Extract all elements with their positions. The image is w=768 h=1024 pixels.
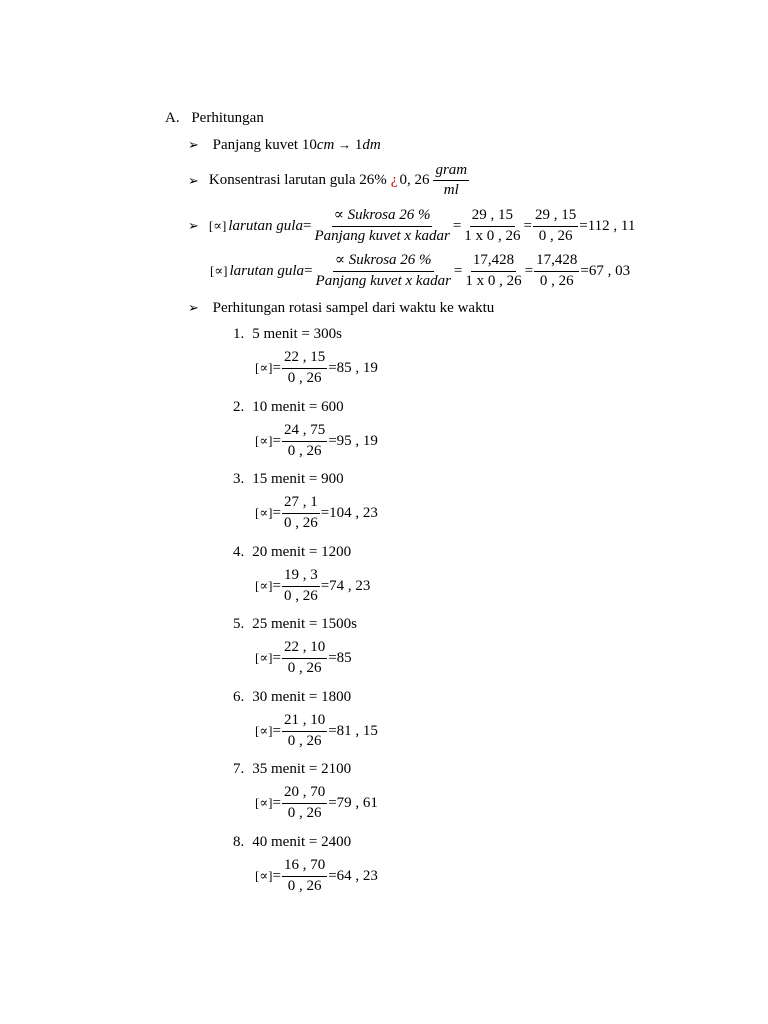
eq-equals: =	[272, 794, 281, 811]
eq-equals: =	[272, 722, 281, 739]
eq-denominator: 0 , 26	[287, 659, 322, 676]
list-item-equation	[255, 348, 378, 388]
eq-bracket: [∝]	[255, 795, 273, 810]
eq-bracket: [∝]	[255, 360, 273, 375]
eq-numerator: 21 , 10	[282, 712, 327, 731]
konsentrasi-unit-fraction	[433, 162, 469, 200]
list-item	[233, 689, 351, 706]
bullet-arrow-icon: ➢	[188, 137, 199, 152]
list-item-label: 10 menit = 600	[252, 399, 344, 415]
eq1-equals: =	[302, 217, 312, 234]
konsentrasi-mark: ¿	[390, 172, 398, 189]
panjang-v2: 1	[354, 137, 363, 153]
eq-fraction	[282, 712, 327, 750]
list-item	[233, 326, 342, 343]
eq2-fraction-3	[534, 252, 579, 290]
eq1-fraction-2	[462, 207, 522, 245]
list-item	[233, 761, 351, 778]
list-item	[233, 834, 351, 851]
bullet-equation-1	[188, 206, 635, 246]
eq-denominator: 0 , 26	[287, 877, 322, 894]
eq-fraction	[282, 567, 320, 605]
list-item-equation	[255, 493, 378, 533]
unit-denominator: ml	[443, 182, 459, 199]
eq2-fraction-1	[314, 252, 453, 290]
eq-equals: =	[320, 577, 330, 594]
bullet-arrow-icon: ➢	[188, 300, 199, 315]
eq1-f2-den: 1 x 0 , 26	[464, 227, 521, 244]
eq-equals: =	[328, 867, 337, 884]
eq-result: 64 , 23	[336, 867, 378, 884]
eq-result: 74 , 23	[329, 577, 371, 594]
bullet-rotasi	[188, 300, 494, 317]
list-item-equation	[255, 566, 370, 606]
eq-result: 85 , 19	[336, 359, 378, 376]
eq1-f3-den: 0 , 26	[538, 227, 573, 244]
eq2-equals: =	[304, 262, 313, 279]
eq-fraction	[282, 349, 327, 387]
eq1-f1-num: ∝ Sukrosa 26 %	[332, 207, 433, 226]
list-item-label: 40 menit = 2400	[252, 834, 352, 850]
list-item	[233, 399, 344, 416]
eq1-f3-num: 29 , 15	[533, 207, 578, 226]
eq-fraction	[282, 422, 327, 460]
eq-numerator: 22 , 15	[282, 349, 327, 368]
panjang-label: Panjang kuvet	[212, 137, 299, 153]
eq1-bracket: [∝]	[208, 218, 227, 233]
konsentrasi-label: Konsentrasi larutan gula 26%	[208, 172, 387, 189]
eq-equals: =	[320, 504, 330, 521]
eq-result: 104 , 23	[329, 504, 378, 521]
eq-result: 79 , 61	[336, 794, 378, 811]
list-item-equation	[255, 638, 352, 678]
section-marker: A.	[165, 110, 180, 126]
list-item-label: 15 menit = 900	[252, 471, 344, 487]
eq2-f2-den: 1 x 0 , 26	[465, 272, 522, 289]
eq-equals: =	[272, 432, 281, 449]
eq-bracket: [∝]	[255, 723, 273, 738]
eq-numerator: 24 , 75	[282, 422, 327, 441]
eq-equals: =	[328, 722, 337, 739]
eq2-result: 67 , 03	[588, 262, 631, 279]
eq2-equals: =	[524, 262, 534, 279]
eq-fraction	[282, 494, 320, 532]
eq-denominator: 0 , 26	[283, 587, 318, 604]
eq-equals: =	[272, 867, 281, 884]
list-item	[233, 544, 351, 561]
eq2-f3-den: 0 , 26	[539, 272, 574, 289]
eq-result: 85	[336, 649, 352, 666]
list-item-label: 25 menit = 1500s	[252, 616, 357, 632]
list-item-equation	[255, 783, 378, 823]
eq-equals: =	[328, 649, 337, 666]
eq2-f3-num: 17,428	[534, 252, 579, 271]
list-item-number: 3.	[233, 471, 245, 487]
bullet-arrow-icon: ➢	[188, 218, 199, 233]
eq2-equals: =	[580, 262, 589, 279]
eq-equals: =	[272, 649, 281, 666]
eq-equals: =	[328, 432, 337, 449]
eq-denominator: 0 , 26	[287, 732, 322, 749]
bullet-panjang-kuvet	[188, 137, 381, 154]
eq-numerator: 16 , 70	[282, 857, 327, 876]
list-item-label: 35 menit = 2100	[252, 761, 352, 777]
eq-equals: =	[328, 359, 337, 376]
list-item-equation	[255, 711, 378, 751]
eq1-equals: =	[523, 217, 532, 234]
eq-bracket: [∝]	[255, 433, 273, 448]
eq-equals: =	[272, 504, 281, 521]
list-item	[233, 616, 357, 633]
eq2-f2-num: 17,428	[471, 252, 516, 271]
eq-denominator: 0 , 26	[283, 514, 318, 531]
list-item-label: 20 menit = 1200	[252, 544, 352, 560]
list-item-label: 30 menit = 1800	[252, 689, 352, 705]
eq-equals: =	[272, 577, 281, 594]
section-title: Perhitungan	[191, 110, 264, 126]
list-item-equation	[255, 856, 378, 896]
eq-bracket: [∝]	[255, 505, 273, 520]
eq2-equals: =	[453, 262, 463, 279]
list-item-number: 5.	[233, 616, 245, 632]
eq-equals: =	[272, 359, 281, 376]
eq2-f1-den: Panjang kuvet x kadar	[315, 272, 451, 289]
eq1-equals: =	[452, 217, 462, 234]
eq-bracket: [∝]	[255, 650, 273, 665]
eq-numerator: 20 , 70	[282, 784, 327, 803]
section-heading	[165, 110, 264, 127]
equation-2	[210, 251, 630, 291]
eq1-f2-num: 29 , 15	[470, 207, 515, 226]
eq-numerator: 19 , 3	[282, 567, 320, 586]
list-item-equation	[255, 421, 378, 461]
bullet-konsentrasi	[188, 162, 470, 200]
eq-bracket: [∝]	[255, 868, 273, 883]
eq-result: 95 , 19	[336, 432, 378, 449]
eq2-lhs: larutan gula	[229, 262, 305, 279]
eq1-equals: =	[579, 217, 588, 234]
eq-equals: =	[328, 794, 337, 811]
list-item-number: 6.	[233, 689, 245, 705]
panjang-arrow: →	[338, 137, 352, 152]
list-item-number: 1.	[233, 326, 245, 342]
eq-fraction	[282, 639, 327, 677]
panjang-u1: cm	[316, 137, 335, 153]
eq-denominator: 0 , 26	[287, 442, 322, 459]
list-item-label: 5 menit = 300s	[252, 326, 342, 342]
list-item-number: 4.	[233, 544, 245, 560]
eq1-f1-den: Panjang kuvet x kadar	[314, 227, 450, 244]
bullet-arrow-icon: ➢	[188, 172, 199, 188]
eq-fraction	[282, 857, 327, 895]
eq-bracket: [∝]	[255, 578, 273, 593]
eq2-fraction-2	[463, 252, 523, 290]
eq-fraction	[282, 784, 327, 822]
eq1-fraction-1	[312, 207, 451, 245]
eq-numerator: 22 , 10	[282, 639, 327, 658]
list-item-number: 7.	[233, 761, 245, 777]
eq-result: 81 , 15	[336, 722, 378, 739]
list-item-number: 2.	[233, 399, 245, 415]
panjang-v1: 10	[301, 137, 317, 153]
eq1-lhs: larutan gula	[228, 217, 303, 234]
eq-denominator: 0 , 26	[287, 369, 322, 386]
eq1-fraction-3	[533, 207, 578, 245]
panjang-u2: dm	[362, 137, 381, 153]
konsentrasi-value: 0, 26	[399, 172, 430, 189]
eq2-f1-num: ∝ Sukrosa 26 %	[333, 252, 434, 271]
unit-numerator: gram	[433, 162, 469, 181]
eq1-result: 112 , 11	[587, 217, 636, 234]
list-item-number: 8.	[233, 834, 245, 850]
rotasi-label: Perhitungan rotasi sampel dari waktu ke waktu	[212, 300, 495, 316]
eq-numerator: 27 , 1	[282, 494, 320, 513]
eq-denominator: 0 , 26	[287, 804, 322, 821]
eq2-bracket: [∝]	[210, 263, 228, 278]
list-item	[233, 471, 344, 488]
